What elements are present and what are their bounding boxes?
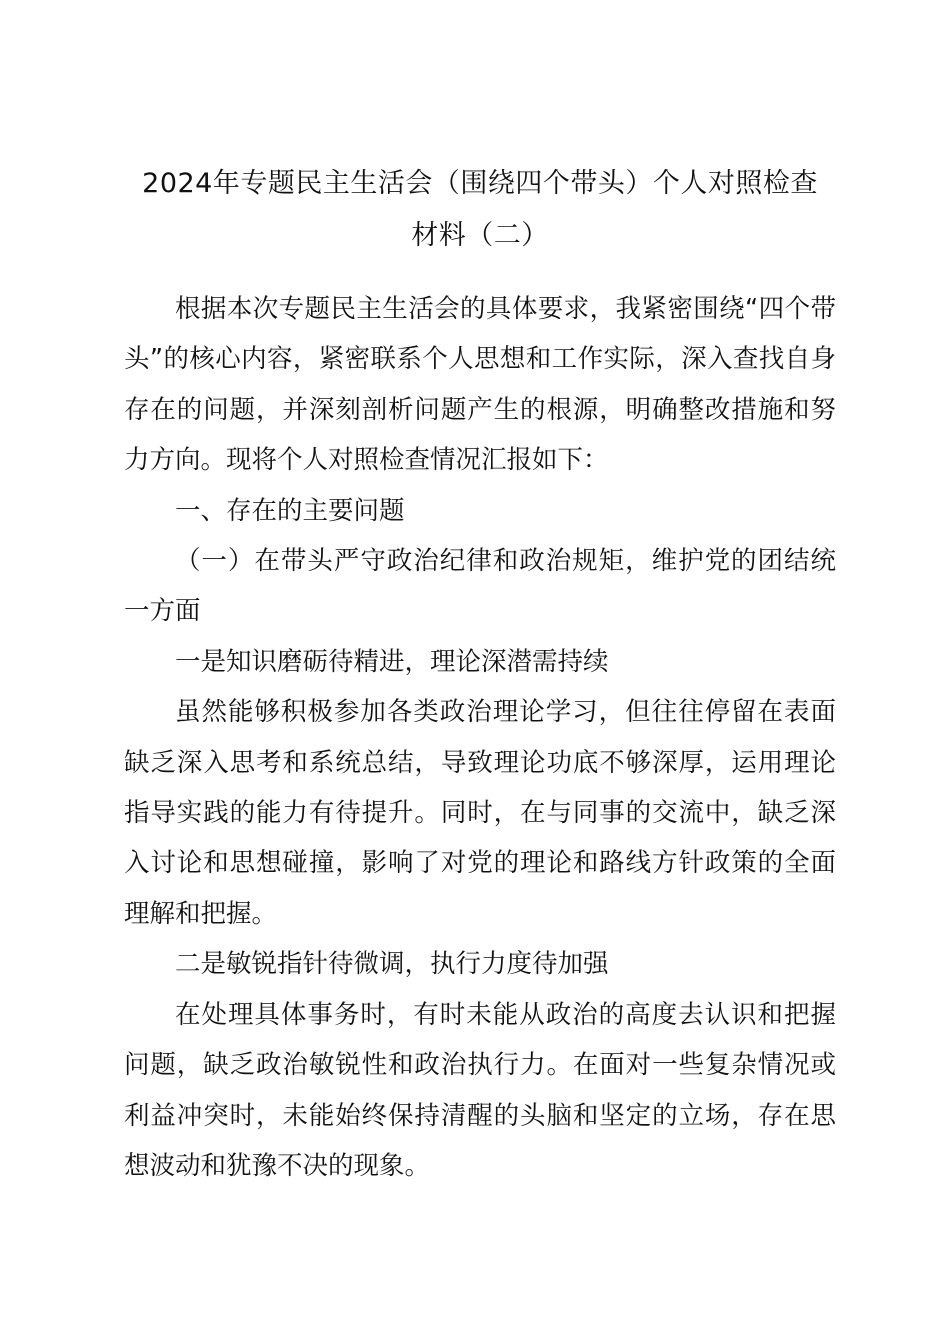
title-line-2: 材料（二）	[411, 220, 549, 251]
point-heading-2: 二是敏锐指针待微调，执行力度待加强	[175, 949, 609, 980]
section-heading: 一、存在的主要问题	[175, 495, 405, 526]
subsection-heading: （一）在带头严守政治纪律和政治规矩，维护党的团结统一方面	[124, 546, 836, 627]
title-line-1: 2024年专题民主生活会（围绕四个带头）个人对照检查	[142, 168, 818, 199]
point-heading-1: 一是知识磨砺待精进，理论深潜需持续	[175, 646, 609, 677]
point-paragraph-1: 虽然能够积极参加各类政治理论学习，但往往停留在表面缺乏深入思考和系统总结，导致理论功底不够深厚，运用理论指导实践的能力有待提升。同时，在与同事的交流中，缺乏深入讨论和思想碰撞，影响了对党的理论和路线方针政策的全面理解和把握。	[124, 697, 836, 929]
document-body	[124, 284, 836, 1191]
point-paragraph-2: 在处理具体事务时，有时未能从政治的高度去认识和把握问题，缺乏政治敏锐性和政治执行力。在面对一些复杂情况或利益冲突时，未能始终保持清醒的头脑和坚定的立场，存在思想波动和犹豫不决的现象。	[124, 999, 836, 1181]
intro-paragraph: 根据本次专题民主生活会的具体要求，我紧密围绕“四个带头”的核心内容，紧密联系个人思想和工作实际，深入查找自身存在的问题，并深刻剖析问题产生的根源，明确整改措施和努力方向。现将个人对照检查情况汇报如下：	[124, 294, 836, 476]
document-title	[110, 158, 850, 262]
